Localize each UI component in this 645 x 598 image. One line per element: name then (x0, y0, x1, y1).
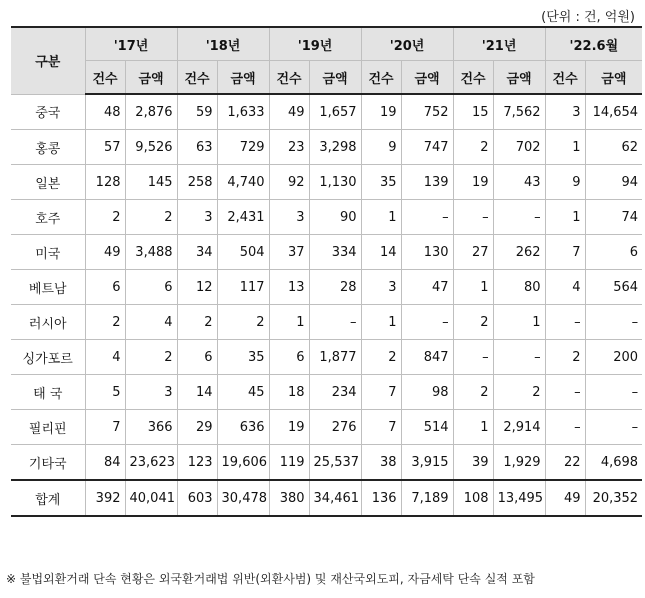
amount-cell: 2 (493, 375, 545, 410)
count-cell: 57 (85, 130, 125, 165)
count-cell: 7 (545, 235, 585, 270)
amount-cell: 9,526 (125, 130, 177, 165)
amount-cell: 747 (401, 130, 453, 165)
count-cell: 3 (177, 200, 217, 235)
amount-header: 금액 (585, 61, 642, 95)
amount-cell: 139 (401, 165, 453, 200)
amount-cell: 30,478 (217, 480, 269, 516)
amount-cell: 43 (493, 165, 545, 200)
amount-cell: 19,606 (217, 445, 269, 481)
row-label: 기타국 (11, 445, 85, 481)
amount-cell: 14,654 (585, 94, 642, 130)
count-cell: 7 (85, 410, 125, 445)
count-cell: 1 (361, 305, 401, 340)
count-cell: 128 (85, 165, 125, 200)
table-row (11, 445, 642, 481)
count-cell: 1 (269, 305, 309, 340)
amount-cell: 2,431 (217, 200, 269, 235)
count-cell: 9 (545, 165, 585, 200)
count-cell: 34 (177, 235, 217, 270)
amount-cell: 40,041 (125, 480, 177, 516)
count-cell: 23 (269, 130, 309, 165)
count-cell: 19 (453, 165, 493, 200)
amount-cell: 334 (309, 235, 361, 270)
count-cell: 48 (85, 94, 125, 130)
count-cell: 4 (545, 270, 585, 305)
count-cell: 29 (177, 410, 217, 445)
amount-cell: 1,130 (309, 165, 361, 200)
table-row (11, 235, 642, 270)
amount-cell: 847 (401, 340, 453, 375)
count-cell: 37 (269, 235, 309, 270)
amount-cell: 4,740 (217, 165, 269, 200)
unit-label: (단위 : 건, 억원) (541, 10, 635, 25)
amount-cell: 1,633 (217, 94, 269, 130)
amount-header: 금액 (493, 61, 545, 95)
count-cell: 19 (361, 94, 401, 130)
amount-cell: 1 (493, 305, 545, 340)
count-cell: 39 (453, 445, 493, 481)
amount-cell: 564 (585, 270, 642, 305)
row-label: 미국 (11, 235, 85, 270)
count-cell: 1 (453, 270, 493, 305)
count-cell: 49 (545, 480, 585, 516)
count-cell: 3 (545, 94, 585, 130)
table-body (11, 94, 642, 516)
row-label: 태 국 (11, 375, 85, 410)
table-row (11, 165, 642, 200)
count-cell: 92 (269, 165, 309, 200)
count-header: 건수 (177, 61, 217, 95)
amount-cell: 2,876 (125, 94, 177, 130)
row-label: 싱가포르 (11, 340, 85, 375)
amount-cell: 729 (217, 130, 269, 165)
amount-cell: 23,623 (125, 445, 177, 481)
amount-cell: 3,298 (309, 130, 361, 165)
amount-cell: – (401, 200, 453, 235)
amount-cell: 276 (309, 410, 361, 445)
amount-cell: 3 (125, 375, 177, 410)
table-row (11, 410, 642, 445)
amount-cell: 1,929 (493, 445, 545, 481)
amount-cell: 28 (309, 270, 361, 305)
amount-cell: 98 (401, 375, 453, 410)
amount-cell: 6 (125, 270, 177, 305)
count-cell: 35 (361, 165, 401, 200)
count-header: 건수 (545, 61, 585, 95)
amount-cell: – (585, 305, 642, 340)
count-cell: 603 (177, 480, 217, 516)
count-header: 건수 (453, 61, 493, 95)
amount-cell: – (585, 375, 642, 410)
count-cell: 7 (361, 410, 401, 445)
count-cell: 1 (545, 130, 585, 165)
amount-cell: 2 (217, 305, 269, 340)
amount-cell: 6 (585, 235, 642, 270)
count-cell: – (545, 305, 585, 340)
count-cell: 2 (85, 305, 125, 340)
row-label: 중국 (11, 94, 85, 130)
amount-cell: – (401, 305, 453, 340)
amount-cell: 80 (493, 270, 545, 305)
amount-cell: 45 (217, 375, 269, 410)
count-cell: 2 (545, 340, 585, 375)
table-row (11, 375, 642, 410)
count-cell: 1 (545, 200, 585, 235)
count-cell: 6 (177, 340, 217, 375)
count-header: 건수 (269, 61, 309, 95)
count-cell: 14 (177, 375, 217, 410)
count-cell: 38 (361, 445, 401, 481)
count-cell: 19 (269, 410, 309, 445)
count-header: 건수 (361, 61, 401, 95)
amount-cell: 7,562 (493, 94, 545, 130)
year-header: '19년 (269, 27, 361, 61)
amount-cell: 752 (401, 94, 453, 130)
count-cell: 5 (85, 375, 125, 410)
footnote: ※ 불법외환거래 단속 현황은 외국환거래법 위반(외환사범) 및 재산국외도피, 자금세탁 단속 실적 포함 (6, 572, 535, 586)
total-row (11, 480, 642, 516)
count-cell: 22 (545, 445, 585, 481)
amount-cell: 94 (585, 165, 642, 200)
amount-cell: – (585, 410, 642, 445)
amount-cell: 117 (217, 270, 269, 305)
category-header: 구분 (11, 27, 85, 94)
count-cell: 7 (361, 375, 401, 410)
count-cell: 380 (269, 480, 309, 516)
amount-cell: 636 (217, 410, 269, 445)
amount-header: 금액 (125, 61, 177, 95)
count-cell: 2 (453, 130, 493, 165)
count-cell: 4 (85, 340, 125, 375)
year-header: '18년 (177, 27, 269, 61)
amount-cell: 2 (125, 200, 177, 235)
table-row (11, 130, 642, 165)
count-cell: 3 (269, 200, 309, 235)
table-row (11, 200, 642, 235)
count-cell: – (545, 375, 585, 410)
year-header: '22.6월 (545, 27, 642, 61)
amount-cell: – (493, 340, 545, 375)
amount-cell: 2,914 (493, 410, 545, 445)
year-header-row (11, 27, 642, 61)
amount-cell: 90 (309, 200, 361, 235)
year-header: '21년 (453, 27, 545, 61)
row-label: 홍콩 (11, 130, 85, 165)
row-label: 베트남 (11, 270, 85, 305)
count-cell: – (545, 410, 585, 445)
amount-cell: 62 (585, 130, 642, 165)
amount-cell: – (493, 200, 545, 235)
table-row (11, 270, 642, 305)
count-cell: 2 (85, 200, 125, 235)
table-row (11, 340, 642, 375)
count-cell: 9 (361, 130, 401, 165)
count-cell: 12 (177, 270, 217, 305)
amount-cell: 145 (125, 165, 177, 200)
amount-cell: 25,537 (309, 445, 361, 481)
count-cell: 84 (85, 445, 125, 481)
row-label: 러시아 (11, 305, 85, 340)
amount-cell: 3,915 (401, 445, 453, 481)
count-cell: 2 (177, 305, 217, 340)
amount-cell: 130 (401, 235, 453, 270)
count-header: 건수 (85, 61, 125, 95)
amount-cell: 366 (125, 410, 177, 445)
amount-cell: – (309, 305, 361, 340)
count-cell: 27 (453, 235, 493, 270)
count-cell: 1 (361, 200, 401, 235)
table-row (11, 305, 642, 340)
row-label: 필리핀 (11, 410, 85, 445)
count-cell: 2 (453, 375, 493, 410)
count-cell: 14 (361, 235, 401, 270)
count-cell: 136 (361, 480, 401, 516)
amount-header: 금액 (401, 61, 453, 95)
foreign-exchange-table (11, 26, 642, 517)
amount-cell: 504 (217, 235, 269, 270)
count-cell: 49 (269, 94, 309, 130)
amount-cell: 47 (401, 270, 453, 305)
amount-cell: 2 (125, 340, 177, 375)
amount-cell: 4 (125, 305, 177, 340)
amount-cell: 7,189 (401, 480, 453, 516)
table-row (11, 94, 642, 130)
count-cell: 392 (85, 480, 125, 516)
amount-cell: 20,352 (585, 480, 642, 516)
count-cell: 258 (177, 165, 217, 200)
amount-cell: 234 (309, 375, 361, 410)
count-cell: 18 (269, 375, 309, 410)
count-cell: – (453, 340, 493, 375)
amount-cell: 1,657 (309, 94, 361, 130)
count-cell: 3 (361, 270, 401, 305)
count-cell: 123 (177, 445, 217, 481)
amount-cell: 13,495 (493, 480, 545, 516)
count-cell: 15 (453, 94, 493, 130)
count-cell: 59 (177, 94, 217, 130)
amount-cell: 1,877 (309, 340, 361, 375)
amount-cell: 702 (493, 130, 545, 165)
count-cell: 6 (85, 270, 125, 305)
row-label: 합계 (11, 480, 85, 516)
count-cell: 1 (453, 410, 493, 445)
count-cell: 119 (269, 445, 309, 481)
amount-header: 금액 (217, 61, 269, 95)
amount-header: 금액 (309, 61, 361, 95)
row-label: 호주 (11, 200, 85, 235)
count-cell: 13 (269, 270, 309, 305)
count-cell: 2 (453, 305, 493, 340)
amount-cell: 200 (585, 340, 642, 375)
year-header: '20년 (361, 27, 453, 61)
count-cell: 108 (453, 480, 493, 516)
count-cell: 6 (269, 340, 309, 375)
year-header: '17년 (85, 27, 177, 61)
amount-cell: 4,698 (585, 445, 642, 481)
count-cell: 2 (361, 340, 401, 375)
amount-cell: 262 (493, 235, 545, 270)
amount-cell: 74 (585, 200, 642, 235)
amount-cell: 514 (401, 410, 453, 445)
count-cell: 49 (85, 235, 125, 270)
amount-cell: 3,488 (125, 235, 177, 270)
count-cell: – (453, 200, 493, 235)
subheader-row (11, 61, 642, 95)
amount-cell: 34,461 (309, 480, 361, 516)
count-cell: 63 (177, 130, 217, 165)
row-label: 일본 (11, 165, 85, 200)
amount-cell: 35 (217, 340, 269, 375)
